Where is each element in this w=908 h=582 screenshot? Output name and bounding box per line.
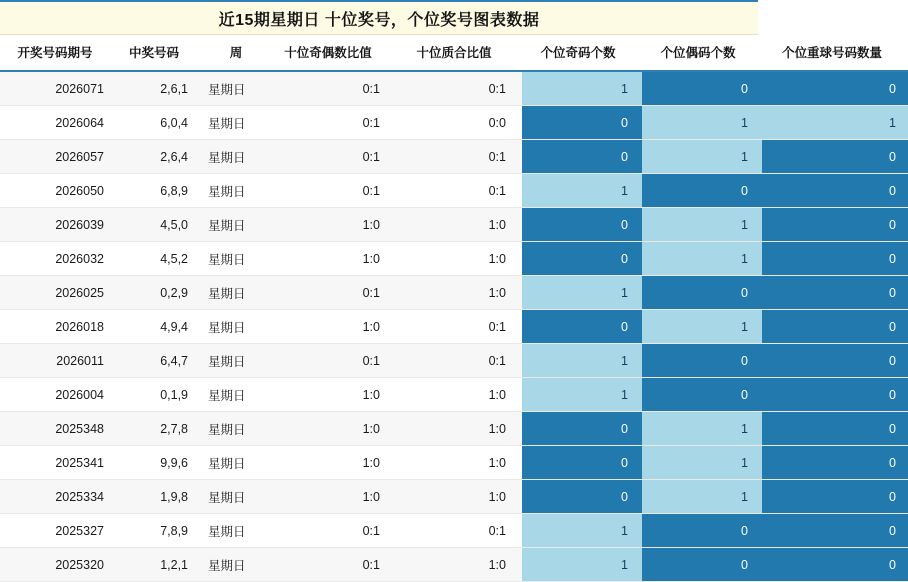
column-header-units-even-count[interactable]: 个位偶码个数	[642, 35, 762, 71]
cell-tens-prime-comp: 0:1	[396, 310, 522, 344]
cell-units-even-count: 0	[642, 71, 762, 106]
cell-units-odd-count: 0	[522, 446, 642, 480]
cell-units-repeat-count: 0	[762, 71, 908, 106]
cell-tens-prime-comp: 0:0	[396, 106, 522, 140]
cell-number: 0,1,9	[114, 378, 198, 412]
page-title: 近15期星期日 十位奖号，个位奖号图表数据	[218, 11, 540, 29]
cell-units-odd-count: 1	[522, 344, 642, 378]
cell-number: 2,6,4	[114, 140, 198, 174]
cell-week: 星期日	[198, 140, 270, 174]
cell-week: 星期日	[198, 242, 270, 276]
table-header-row	[0, 35, 908, 71]
table-row[interactable]	[0, 514, 908, 548]
cell-week: 星期日	[198, 480, 270, 514]
cell-number: 6,8,9	[114, 174, 198, 208]
cell-tens-prime-comp: 0:1	[396, 174, 522, 208]
column-header-tens-prime-comp[interactable]: 十位质合比值	[396, 35, 522, 71]
cell-units-even-count: 1	[642, 242, 762, 276]
cell-units-even-count: 1	[642, 106, 762, 140]
cell-units-even-count: 1	[642, 412, 762, 446]
cell-units-even-count: 1	[642, 140, 762, 174]
cell-tens-prime-comp: 1:0	[396, 208, 522, 242]
cell-issue[interactable]: 2026064	[0, 106, 114, 140]
cell-units-odd-count: 1	[522, 548, 642, 582]
cell-issue[interactable]: 2026018	[0, 310, 114, 344]
cell-number: 2,7,8	[114, 412, 198, 446]
cell-tens-prime-comp: 1:0	[396, 276, 522, 310]
cell-units-even-count: 1	[642, 480, 762, 514]
cell-week: 星期日	[198, 208, 270, 242]
cell-units-repeat-count: 0	[762, 276, 908, 310]
table-row[interactable]	[0, 242, 908, 276]
data-table	[0, 35, 908, 582]
cell-units-repeat-count: 0	[762, 514, 908, 548]
table-row[interactable]	[0, 106, 908, 140]
cell-tens-odd-even: 0:1	[270, 106, 396, 140]
cell-week: 星期日	[198, 446, 270, 480]
cell-week: 星期日	[198, 378, 270, 412]
cell-units-even-count: 0	[642, 514, 762, 548]
cell-week: 星期日	[198, 548, 270, 582]
table-row[interactable]	[0, 140, 908, 174]
cell-units-odd-count: 1	[522, 276, 642, 310]
cell-week: 星期日	[198, 71, 270, 106]
cell-units-even-count: 1	[642, 310, 762, 344]
table-body	[0, 71, 908, 582]
cell-number: 6,4,7	[114, 344, 198, 378]
cell-week: 星期日	[198, 412, 270, 446]
cell-week: 星期日	[198, 514, 270, 548]
cell-units-even-count: 0	[642, 378, 762, 412]
cell-units-even-count: 0	[642, 174, 762, 208]
column-header-tens-odd-even[interactable]: 十位奇偶数比值	[270, 35, 396, 71]
cell-number: 2,6,1	[114, 71, 198, 106]
cell-number: 1,2,1	[114, 548, 198, 582]
cell-issue[interactable]: 2025341	[0, 446, 114, 480]
cell-units-repeat-count: 0	[762, 378, 908, 412]
cell-tens-prime-comp: 0:1	[396, 344, 522, 378]
cell-units-even-count: 1	[642, 446, 762, 480]
cell-issue[interactable]: 2026004	[0, 378, 114, 412]
cell-tens-prime-comp: 1:0	[396, 548, 522, 582]
cell-units-repeat-count: 0	[762, 344, 908, 378]
cell-issue[interactable]: 2026025	[0, 276, 114, 310]
cell-tens-odd-even: 0:1	[270, 276, 396, 310]
cell-number: 4,5,0	[114, 208, 198, 242]
cell-issue[interactable]: 2025334	[0, 480, 114, 514]
column-header-units-odd-count[interactable]: 个位奇码个数	[522, 35, 642, 71]
cell-units-repeat-count: 0	[762, 208, 908, 242]
cell-issue[interactable]: 2026050	[0, 174, 114, 208]
table-row[interactable]	[0, 378, 908, 412]
cell-number: 4,9,4	[114, 310, 198, 344]
cell-tens-prime-comp: 0:1	[396, 71, 522, 106]
cell-tens-prime-comp: 1:0	[396, 412, 522, 446]
cell-week: 星期日	[198, 106, 270, 140]
cell-units-repeat-count: 0	[762, 446, 908, 480]
cell-units-repeat-count: 0	[762, 140, 908, 174]
cell-tens-prime-comp: 1:0	[396, 480, 522, 514]
cell-units-odd-count: 0	[522, 208, 642, 242]
table-row[interactable]	[0, 548, 908, 582]
cell-units-odd-count: 1	[522, 378, 642, 412]
cell-tens-odd-even: 1:0	[270, 480, 396, 514]
cell-number: 9,9,6	[114, 446, 198, 480]
cell-tens-prime-comp: 1:0	[396, 378, 522, 412]
cell-units-odd-count: 0	[522, 310, 642, 344]
table-row[interactable]	[0, 446, 908, 480]
cell-tens-odd-even: 0:1	[270, 548, 396, 582]
column-header-number[interactable]: 中奖号码	[114, 35, 198, 71]
cell-number: 4,5,2	[114, 242, 198, 276]
cell-tens-odd-even: 0:1	[270, 71, 396, 106]
cell-tens-odd-even: 0:1	[270, 140, 396, 174]
cell-issue[interactable]: 2026071	[0, 71, 114, 106]
table-row[interactable]	[0, 480, 908, 514]
cell-tens-prime-comp: 1:0	[396, 446, 522, 480]
table-row[interactable]	[0, 276, 908, 310]
table-row[interactable]	[0, 344, 908, 378]
cell-tens-prime-comp: 0:1	[396, 140, 522, 174]
table-header	[0, 35, 908, 71]
cell-tens-odd-even: 0:1	[270, 514, 396, 548]
cell-tens-odd-even: 1:0	[270, 242, 396, 276]
cell-units-repeat-count: 0	[762, 548, 908, 582]
column-header-units-repeat-count[interactable]: 个位重球号码数量	[762, 35, 908, 71]
cell-tens-prime-comp: 1:0	[396, 242, 522, 276]
cell-number: 7,8,9	[114, 514, 198, 548]
cell-tens-odd-even: 1:0	[270, 208, 396, 242]
cell-number: 0,2,9	[114, 276, 198, 310]
table-row[interactable]	[0, 310, 908, 344]
cell-issue[interactable]: 2025327	[0, 514, 114, 548]
cell-units-repeat-count: 0	[762, 480, 908, 514]
cell-tens-odd-even: 1:0	[270, 446, 396, 480]
table-row[interactable]	[0, 174, 908, 208]
cell-number: 6,0,4	[114, 106, 198, 140]
cell-units-odd-count: 0	[522, 106, 642, 140]
title-bar	[0, 0, 758, 35]
table-row[interactable]	[0, 412, 908, 446]
cell-issue[interactable]: 2026039	[0, 208, 114, 242]
cell-tens-odd-even: 1:0	[270, 310, 396, 344]
cell-issue[interactable]: 2025320	[0, 548, 114, 582]
cell-issue[interactable]: 2026032	[0, 242, 114, 276]
cell-units-repeat-count: 0	[762, 310, 908, 344]
cell-tens-prime-comp: 0:1	[396, 514, 522, 548]
cell-units-repeat-count: 0	[762, 174, 908, 208]
cell-units-repeat-count: 1	[762, 106, 908, 140]
column-header-issue[interactable]: 开奖号码期号	[0, 35, 114, 71]
cell-tens-odd-even: 0:1	[270, 174, 396, 208]
cell-issue[interactable]: 2026057	[0, 140, 114, 174]
cell-units-even-count: 0	[642, 344, 762, 378]
cell-issue[interactable]: 2026011	[0, 344, 114, 378]
cell-units-odd-count: 0	[522, 480, 642, 514]
cell-units-even-count: 1	[642, 208, 762, 242]
cell-week: 星期日	[198, 310, 270, 344]
cell-week: 星期日	[198, 344, 270, 378]
cell-units-odd-count: 0	[522, 242, 642, 276]
cell-units-odd-count: 1	[522, 71, 642, 106]
cell-tens-odd-even: 0:1	[270, 344, 396, 378]
cell-units-even-count: 0	[642, 276, 762, 310]
cell-units-even-count: 0	[642, 548, 762, 582]
cell-units-odd-count: 0	[522, 412, 642, 446]
cell-tens-odd-even: 1:0	[270, 412, 396, 446]
cell-units-odd-count: 1	[522, 514, 642, 548]
cell-week: 星期日	[198, 174, 270, 208]
cell-issue[interactable]: 2025348	[0, 412, 114, 446]
cell-units-odd-count: 1	[522, 174, 642, 208]
cell-tens-odd-even: 1:0	[270, 378, 396, 412]
table-row[interactable]	[0, 208, 908, 242]
cell-units-repeat-count: 0	[762, 242, 908, 276]
cell-units-repeat-count: 0	[762, 412, 908, 446]
cell-week: 星期日	[198, 276, 270, 310]
cell-number: 1,9,8	[114, 480, 198, 514]
table-row[interactable]	[0, 71, 908, 106]
column-header-week[interactable]: 周	[198, 35, 270, 71]
cell-units-odd-count: 0	[522, 140, 642, 174]
